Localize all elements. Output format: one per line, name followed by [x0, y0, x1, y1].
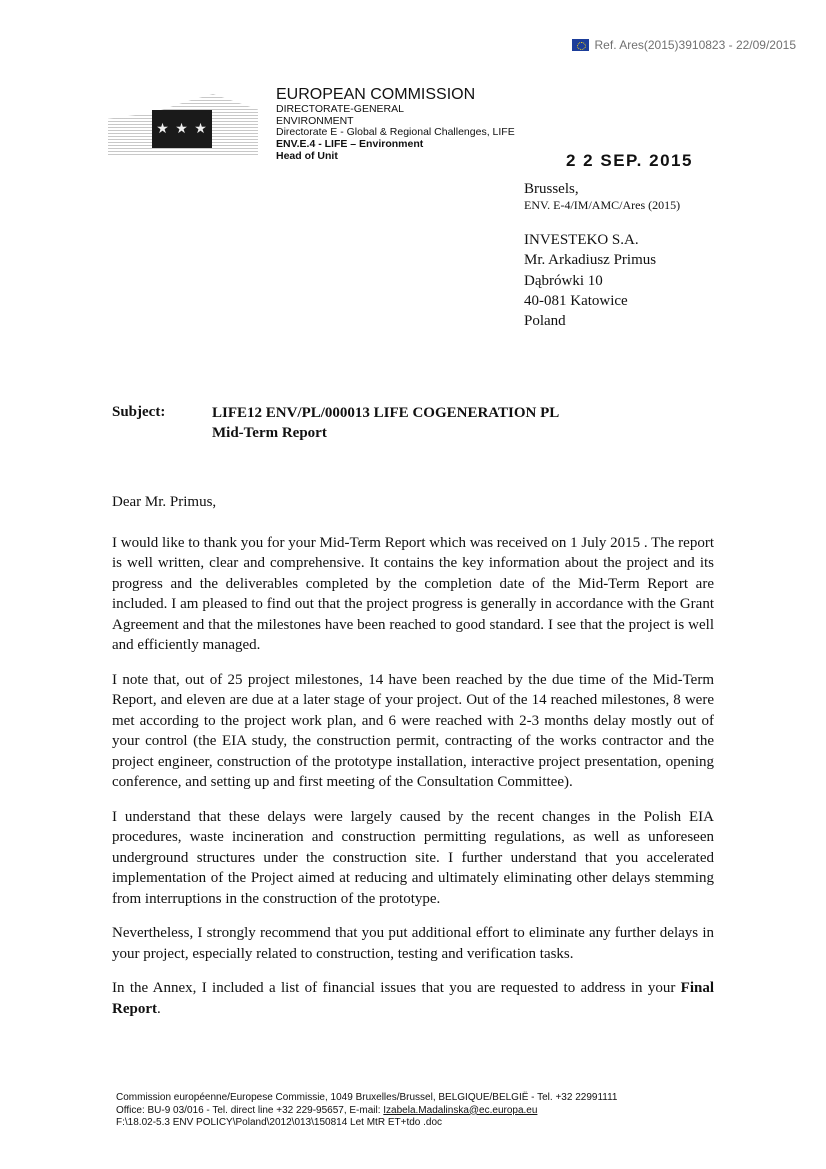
footer-address: Commission européenne/Europese Commissie, 1049 Bruxelles/Brussel, BELGIQUE/BELGIË - Tel. +32 22991111	[116, 1092, 618, 1103]
footer-file-path: F:\18.02-5.3 ENV POLICY\Poland\2012\013\150814 Let MtR ET+tdo .doc	[116, 1117, 443, 1128]
footer-office: Office: BU-9 03/016 - Tel. direct line +32 229-95657, E-mail: Izabela.Madalinska@ec.europa.eu	[116, 1104, 538, 1116]
recipient-street: Dąbrówki 10	[524, 272, 603, 289]
recipient-address	[524, 230, 656, 331]
dg-line1: DIRECTORATE-GENERAL	[276, 102, 404, 115]
final-report-emphasis: Final Report	[112, 980, 714, 1017]
dg-line2: ENVIRONMENT	[276, 114, 354, 127]
recipient-name: Mr. Arkadiusz Primus	[524, 252, 657, 269]
footer	[116, 1092, 617, 1130]
reference-text: Ref. Ares(2015)3910823 - 22/09/2015	[594, 38, 796, 52]
paragraph-3: I understand that these delays were largely caused by the recent changes in the Polish EIA procedures, waste incineration and construction permitting regulations, as well as unforeseen underground structures under the construction site. I further understand that you accelerated implementation of the Project aimed at reducing and ultimately eliminating other delays stemming from interruptions in the construction of the prototype.	[112, 808, 714, 907]
paragraph-5: In the Annex, I included a list of financial issues that you are requested to address in your Final Report.	[112, 980, 714, 1017]
salutation: Dear Mr. Primus,	[112, 494, 217, 510]
letter-body	[112, 492, 714, 1033]
eu-flag-icon	[572, 39, 589, 51]
email-link[interactable]: Izabela.Madalinska@ec.europa.eu	[383, 1104, 538, 1116]
date-stamp: 2 2 SEP. 2015	[566, 151, 693, 170]
letterhead	[276, 86, 515, 163]
organization-name: EUROPEAN COMMISSION	[276, 86, 476, 103]
subject-line2: Mid-Term Report	[212, 424, 327, 441]
subject	[212, 404, 559, 443]
paragraph-4: Nevertheless, I strongly recommend that you put additional effort to eliminate any further delays in your project, especially related to construction, testing and verification tasks.	[112, 925, 714, 962]
european-commission-logo	[108, 94, 258, 156]
directorate: Directorate E - Global & Regional Challenges, LIFE	[276, 126, 515, 139]
subject-label: Subject:	[112, 404, 166, 420]
eu-stars-icon: ★ ★ ★	[152, 110, 212, 148]
role: Head of Unit	[276, 149, 338, 162]
paragraph-1: I would like to thank you for your Mid-Term Report which was received on 1 July 2015 . The report is well written, clear and comprehensive. It contains the key information about the project and its progress and the deliverables completed by the completion date of the Mid-Term Report are included. I am pleased to find out that the project progress is generally in accordance with the Grant Agreement and that the milestones have been reached to good standard. I see that the project is well and efficiently managed.	[112, 534, 714, 653]
file-reference: ENV. E-4/IM/AMC/Ares (2015)	[524, 198, 681, 212]
subject-line1: LIFE12 ENV/PL/000013 LIFE COGENERATION PL	[212, 405, 560, 421]
recipient-country: Poland	[524, 313, 566, 329]
place-and-reference	[524, 180, 680, 212]
recipient-company: INVESTEKO S.A.	[524, 232, 639, 248]
paragraph-2: I note that, out of 25 project milestones, 14 have been reached by the due time of the Mid-Term Report, and eleven are due at a later stage of your project. Out of the 14 reached milestones, 8 were met according to the project work plan, and 6 were reached with 2-3 months delay mostly out of your control (the EIA study, the construction permit, contracting of the works contractor and the project engineer, construction of the prototype installation, interactive project presentation, opening conference, and setting up and first meeting of the Consultation Committee).	[112, 671, 714, 790]
recipient-city: 40-081 Katowice	[524, 292, 628, 309]
place: Brussels,	[524, 181, 579, 197]
ares-reference	[572, 38, 796, 52]
unit: ENV.E.4 - LIFE – Environment	[276, 138, 424, 151]
